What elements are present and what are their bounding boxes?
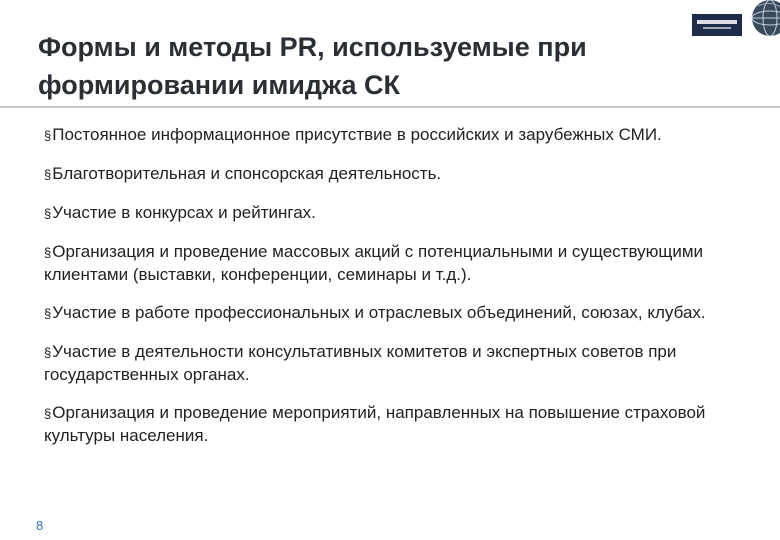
bullet-marker: § [44, 206, 52, 221]
bullet-text: Благотворительная и спонсорская деятельность. [52, 164, 442, 183]
bullet-item [44, 241, 774, 286]
bullet-item [44, 402, 774, 447]
bullet-text: Участие в работе профессиональных и отраслевых объединений, союзах, клубах. [52, 303, 706, 322]
bullet-text: Постоянное информационное присутствие в российских и зарубежных СМИ. [52, 125, 662, 144]
bullet-list [44, 124, 774, 463]
bullet-marker: § [44, 245, 52, 260]
slide-title: Формы и методы PR, используемые при формировании имиджа СК [38, 32, 587, 100]
bullet-marker: § [44, 306, 52, 321]
bullet-item [44, 302, 774, 325]
bullet-marker: § [44, 345, 52, 360]
title-divider [0, 106, 780, 108]
bullet-item [44, 341, 774, 386]
company-logo-icon [692, 14, 742, 36]
bullet-item [44, 202, 774, 225]
page-number: 8 [36, 518, 44, 533]
bullet-text: Участие в конкурсах и рейтингах. [52, 203, 316, 222]
bullet-text: Организация и проведение мероприятий, направленных на повышение страховой культуры населения. [44, 403, 706, 445]
bullet-marker: § [44, 167, 52, 182]
globe-icon [748, 0, 780, 44]
bullet-item [44, 124, 774, 147]
bullet-marker: § [44, 406, 52, 421]
bullet-text: Участие в деятельности консультативных комитетов и экспертных советов при государственных органах. [44, 342, 677, 384]
bullet-marker: § [44, 128, 52, 143]
bullet-item [44, 163, 774, 186]
bullet-text: Организация и проведение массовых акций с потенциальными и существующими клиентами (выставки, конференции, семинары и т.д.). [44, 242, 704, 284]
